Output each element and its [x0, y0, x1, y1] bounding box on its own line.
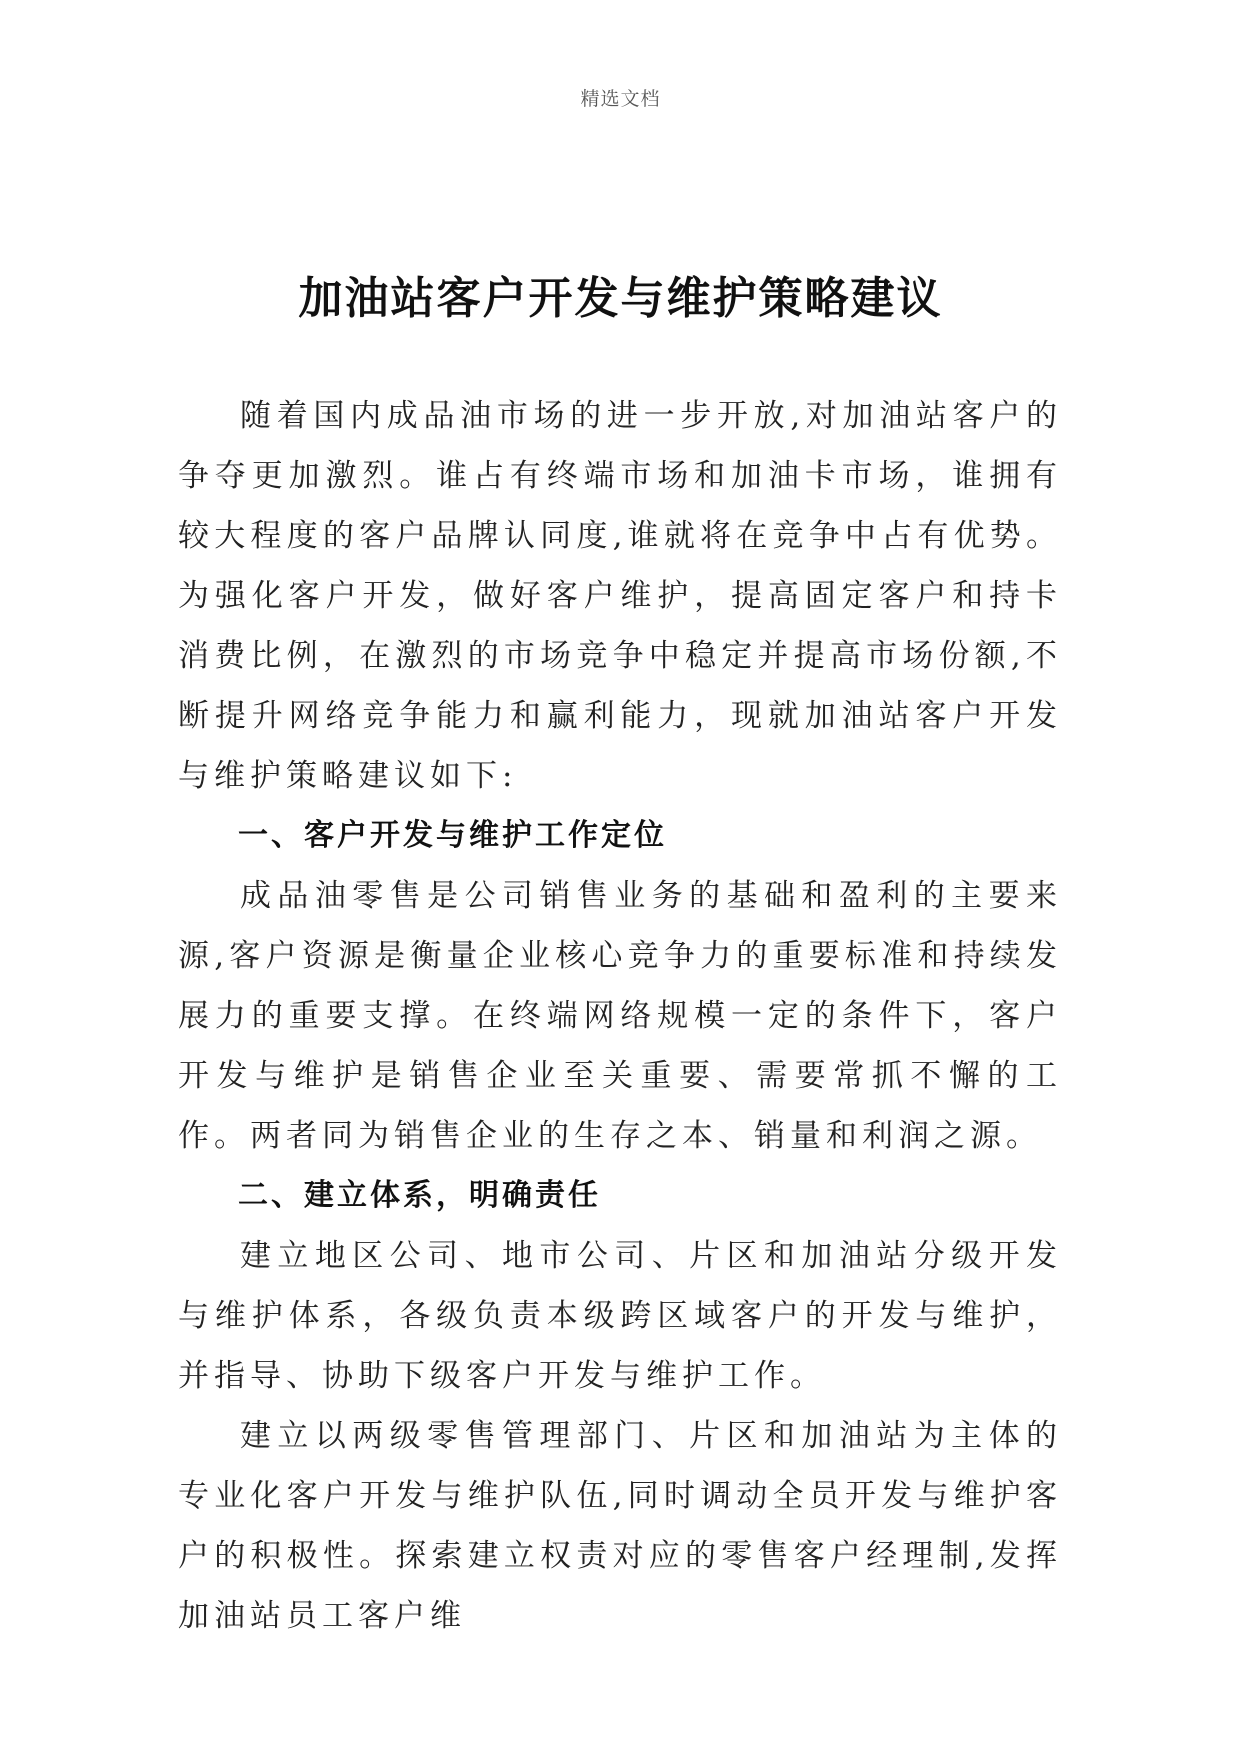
document-body	[178, 386, 1062, 1646]
section-heading-2: 二、建立体系，明确责任	[238, 1178, 601, 1213]
page-header: 精选文档	[580, 88, 661, 110]
document-title: 加油站客户开发与维护策略建议	[298, 273, 943, 324]
paragraph-team: 建立以两级零售管理部门、片区和加油站为主体的专业化客户开发与维护队伍,同时调动全员开发与维护客户的积极性。探索建立权责对应的零售客户经理制,发挥加油站员工客户维	[178, 1418, 1062, 1634]
paragraph-intro: 随着国内成品油市场的进一步开放,对加油站客户的争夺更加激烈。谁占有终端市场和加油卡市场，谁拥有较大程度的客户品牌认同度,谁就将在竞争中占有优势。为强化客户开发，做好客户维护，提高固定客户和持卡消费比例，在激烈的市场竞争中稳定并提高市场份额,不断提升网络竞争能力和赢利能力，现就加油站客户开发与维护策略建议如下:	[178, 398, 1062, 794]
section-heading-1: 一、客户开发与维护工作定位	[238, 818, 667, 853]
paragraph-system: 建立地区公司、地市公司、片区和加油站分级开发与维护体系，各级负责本级跨区域客户的开发与维护，并指导、协助下级客户开发与维护工作。	[178, 1238, 1062, 1394]
paragraph-positioning: 成品油零售是公司销售业务的基础和盈利的主要来源,客户资源是衡量企业核心竞争力的重要标准和持续发展力的重要支撑。在终端网络规模一定的条件下，客户开发与维护是销售企业至关重要、需要常抓不懈的工作。两者同为销售企业的生存之本、销量和利润之源。	[178, 878, 1062, 1154]
